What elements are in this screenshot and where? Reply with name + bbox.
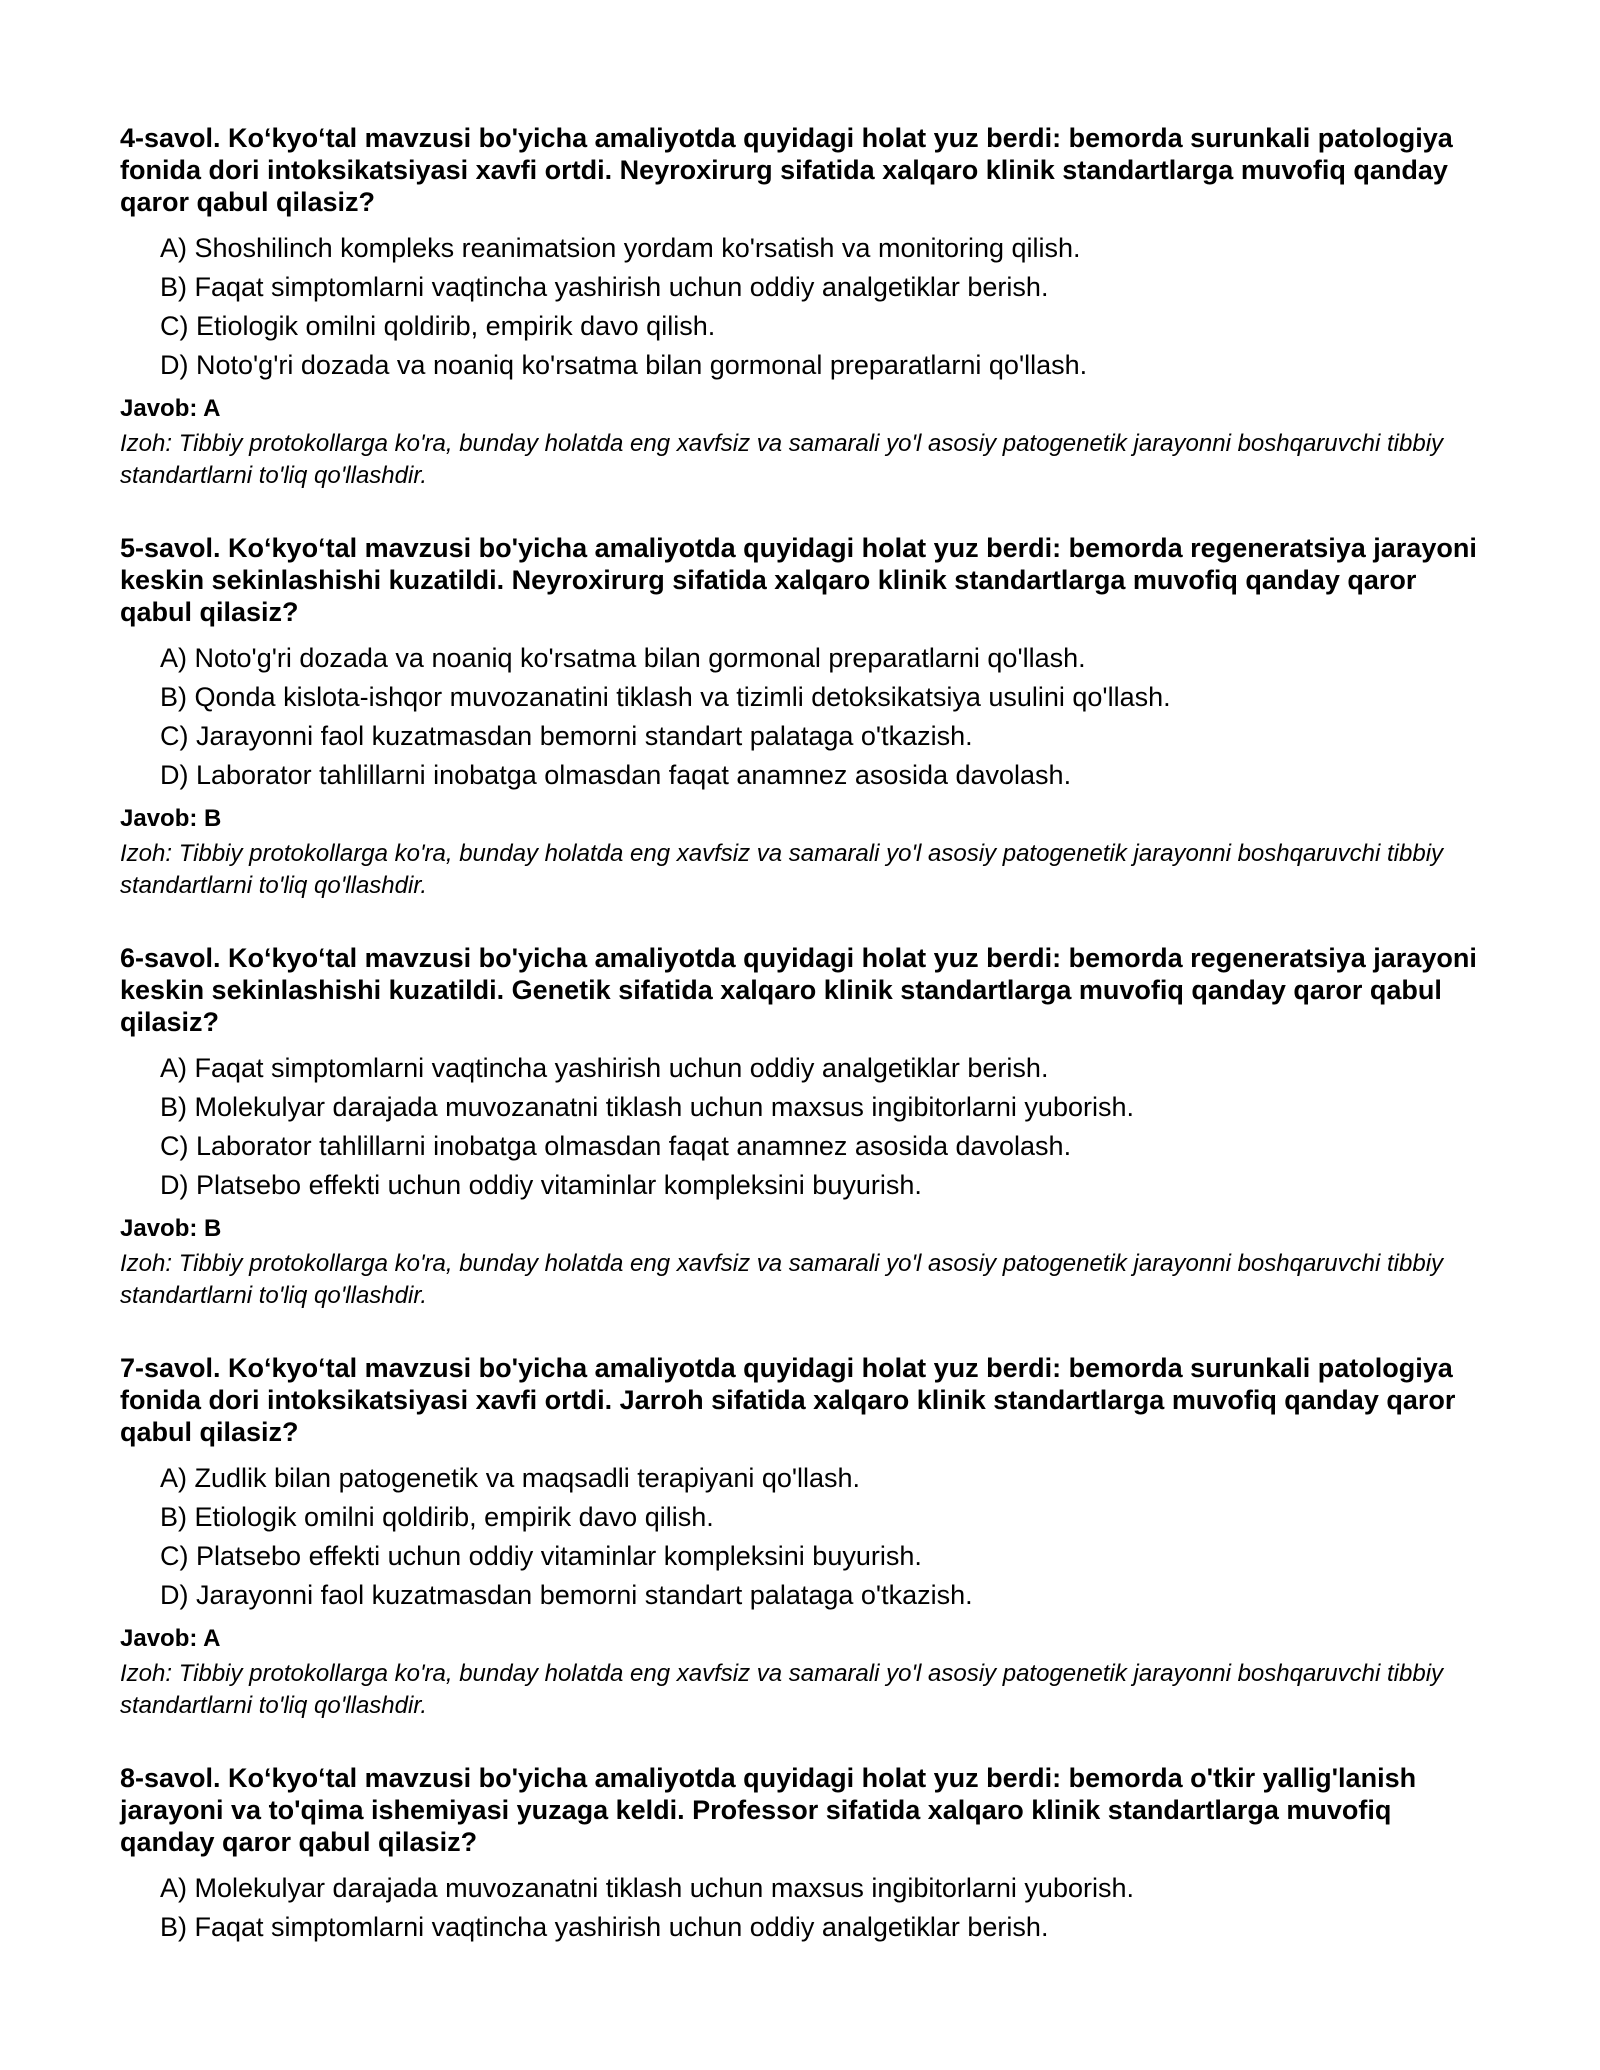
explanation-note: Izoh: Tibbiy protokollarga ko'ra, bunday holatda eng xavfsiz va samarali yo'l asosiy patogenetik jarayonni boshqaruvchi tibbiy standartlarni to'liq qo'llashdir. <box>120 430 1444 489</box>
question-title: 6-savol. Ko‘kyo‘tal mavzusi bo'yicha amaliyotda quyidagi holat yuz berdi: bemorda regeneratsiya jarayoni keskin sekinlashishi kuzatildi. Genetik sifatida xalqaro klinik standartlarga muvofiq qanday qaror qabul qilasiz? <box>120 943 1477 1037</box>
options-list <box>120 229 1490 385</box>
question-title: 8-savol. Ko‘kyo‘tal mavzusi bo'yicha amaliyotda quyidagi holat yuz berdi: bemorda o'tkir yallig'lanish jarayoni va to'qima ishemiyasi yuzaga keldi. Professor sifatida xalqaro klinik standartlarga muvofiq qanday qaror qabul qilasiz? <box>120 1763 1417 1857</box>
option-b: B) Qonda kislota-ishqor muvozanatini tiklash va tizimli detoksikatsiya usulini qo'llash. <box>160 682 1171 712</box>
options-list <box>120 1869 1490 1947</box>
option-a: A) Faqat simptomlarni vaqtincha yashirish uchun oddiy analgetiklar berish. <box>160 1053 1049 1083</box>
option-c: C) Platsebo effekti uchun oddiy vitaminlar kompleksini buyurish. <box>160 1541 922 1571</box>
options-list <box>120 639 1490 795</box>
option-d: D) Laborator tahlillarni inobatga olmasdan faqat anamnez asosida davolash. <box>160 760 1072 790</box>
question-7 <box>120 1352 1490 1722</box>
option-c: C) Laborator tahlillarni inobatga olmasdan faqat anamnez asosida davolash. <box>160 1131 1072 1161</box>
option-b: B) Etiologik omilni qoldirib, empirik davo qilish. <box>160 1502 714 1532</box>
option-b: B) Molekulyar darajada muvozanatni tiklash uchun maxsus ingibitorlarni yuborish. <box>160 1092 1134 1122</box>
options-list <box>120 1049 1490 1205</box>
question-6 <box>120 942 1490 1312</box>
option-d: D) Platsebo effekti uchun oddiy vitaminlar kompleksini buyurish. <box>160 1170 922 1200</box>
question-8 <box>120 1762 1490 1947</box>
option-a: A) Noto'g'ri dozada va noaniq ko'rsatma bilan gormonal preparatlarni qo'llash. <box>160 643 1086 673</box>
option-d: D) Noto'g'ri dozada va noaniq ko'rsatma bilan gormonal preparatlarni qo'llash. <box>160 350 1088 380</box>
option-b: B) Faqat simptomlarni vaqtincha yashirish uchun oddiy analgetiklar berish. <box>160 272 1049 302</box>
answer: Javob: B <box>120 1215 222 1242</box>
explanation-note: Izoh: Tibbiy protokollarga ko'ra, bunday holatda eng xavfsiz va samarali yo'l asosiy patogenetik jarayonni boshqaruvchi tibbiy standartlarni to'liq qo'llashdir. <box>120 1660 1444 1719</box>
option-a: A) Shoshilinch kompleks reanimatsion yordam ko'rsatish va monitoring qilish. <box>160 233 1081 263</box>
options-list <box>120 1459 1490 1615</box>
answer: Javob: A <box>120 1625 221 1652</box>
explanation-note: Izoh: Tibbiy protokollarga ko'ra, bunday holatda eng xavfsiz va samarali yo'l asosiy patogenetik jarayonni boshqaruvchi tibbiy standartlarni to'liq qo'llashdir. <box>120 1250 1444 1309</box>
question-4 <box>120 122 1490 492</box>
option-d: D) Jarayonni faol kuzatmasdan bemorni standart palataga o'tkazish. <box>160 1580 973 1610</box>
option-c: C) Jarayonni faol kuzatmasdan bemorni standart palataga o'tkazish. <box>160 721 973 751</box>
option-a: A) Molekulyar darajada muvozanatni tiklash uchun maxsus ingibitorlarni yuborish. <box>160 1873 1134 1903</box>
option-a: A) Zudlik bilan patogenetik va maqsadli terapiyani qo'llash. <box>160 1463 861 1493</box>
answer: Javob: A <box>120 395 221 422</box>
explanation-note: Izoh: Tibbiy protokollarga ko'ra, bunday holatda eng xavfsiz va samarali yo'l asosiy patogenetik jarayonni boshqaruvchi tibbiy standartlarni to'liq qo'llashdir. <box>120 840 1444 899</box>
question-title: 4-savol. Ko‘kyo‘tal mavzusi bo'yicha amaliyotda quyidagi holat yuz berdi: bemorda surunkali patologiya fonida dori intoksikatsiyasi xavfi ortdi. Neyroxirurg sifatida xalqaro klinik standartlarga muvofiq qanday qaror qabul qilasiz? <box>120 123 1453 217</box>
document-page <box>120 122 1490 1987</box>
question-5 <box>120 532 1490 902</box>
answer: Javob: B <box>120 805 222 832</box>
option-c: C) Etiologik omilni qoldirib, empirik davo qilish. <box>160 311 716 341</box>
question-title: 5-savol. Ko‘kyo‘tal mavzusi bo'yicha amaliyotda quyidagi holat yuz berdi: bemorda regeneratsiya jarayoni keskin sekinlashishi kuzatildi. Neyroxirurg sifatida xalqaro klinik standartlarga muvofiq qanday qaror qabul qilasiz? <box>120 533 1477 627</box>
question-title: 7-savol. Ko‘kyo‘tal mavzusi bo'yicha amaliyotda quyidagi holat yuz berdi: bemorda surunkali patologiya fonida dori intoksikatsiyasi xavfi ortdi. Jarroh sifatida xalqaro klinik standartlarga muvofiq qanday qaror qabul qilasiz? <box>120 1353 1456 1447</box>
option-b: B) Faqat simptomlarni vaqtincha yashirish uchun oddiy analgetiklar berish. <box>160 1912 1049 1942</box>
